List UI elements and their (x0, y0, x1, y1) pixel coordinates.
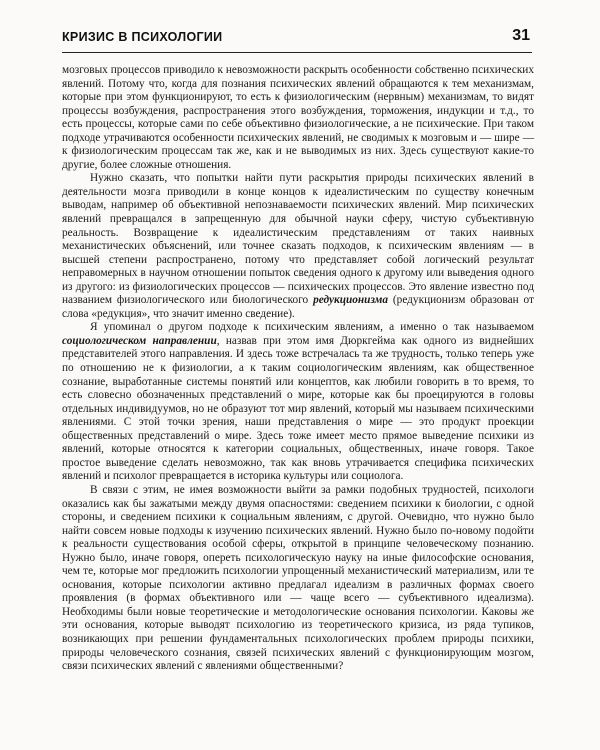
running-title: КРИЗИС В ПСИХОЛОГИИ (62, 30, 223, 44)
paragraph-2 (62, 172, 534, 321)
text-run: Нужно сказать, что попытки найти пути раскрытия природы психических явлений в деятельности мозга приводили в конце концов к идеалистическим по существу конечным выводам, например об объективной непознаваемости психических явлений. Мир психических явлений превращался в запрещенную для обычной науки сферу, чистую субъективную реальность. Возвращение к идеалистическим представлениям от таких наивных механистических объяснений, или точнее сказать подходов, к психическим явлениям — в высшей степени распространено, потому что представляет собой логический результат неправомерных в научном отношении попыток сведения одного к другому или выведения одного из другого: из физиологических процессов — психических процессов. Это явление известно под названием физиологического или биологического (62, 172, 534, 307)
header-rule (62, 52, 532, 53)
paragraph-4 (62, 484, 534, 674)
running-header (62, 28, 530, 50)
paragraph-1 (62, 64, 534, 172)
page-number: 31 (512, 27, 530, 44)
body-text (62, 64, 534, 674)
emphasized-term: редукционизма (313, 294, 388, 307)
text-run: мозговых процессов приводило к невозможности раскрыть особенности собственно психических явлений. Потому что, когда для познания психических явлений обращаются к тем механизмам, которые при этом функционируют, то есть к физиологическим (нервным) механизмам, то видят процессы возбуждения, распространения этого возбуждения, торможения, индукции и т.д., то есть процессы, которые сами по себе объективно физиологические, а не психические. При таком подходе утрачиваются особенности психических явлений, не сводимых к мозговым и — шире — к физиологическим процессам так же, как и не выводимых из них. Здесь существуют какие-то другие, более сложные отношения. (62, 64, 534, 171)
paragraph-3 (62, 321, 534, 484)
emphasized-term: социологическом направлении (62, 334, 217, 347)
text-run: (редукционизм образован от слова «редукция», что значит именно сведение). (62, 294, 534, 320)
text-run: , назвав при этом имя Дюркгейма как одного из виднейших представителей этого направления. И здесь тоже встречалась та же трудность, только теперь уже по отношению не к физиологии, а к таким социологическим явлениям, как общественное сознание, выработанные системы понятий или концептов, как любили говорить в то время, то есть словесно обозначенных представлений о мире, которые как бы проецируются в головы отдельных индивидуумов, но не образуют тот мир явлений, который мы называем психическими явлениями. С этой точки зрения, наши представления о мире — это продукт проекции общественных представлений о мире. Здесь тоже имеет место прямое выведение психики из явлений, которые относятся к категории социальных, общественных, иначе говоря. Такое простое выведение сделать невозможно, так как вновь утрачивается специфика психических явлений и психолог превращается в историка культуры или социолога. (62, 334, 535, 483)
text-run: В связи с этим, не имея возможности выйти за рамки подобных трудностей, психологи оказались как бы зажатыми между двумя опасностями: сведением психики к биологии, с одной стороны, и сведением психики к социальным явлениям, с другой. Очевидно, что нужно было найти совсем новые подходы к изучению психических явлений. Нужно было по-новому подойти к реальности существования особой сферы, открытой в принципе человеческому познанию. Нужно было, иначе говоря, опереть психологическую науку на иные философские основания, чем те, которые мог предложить психологии упрощенный механистический материализм, или те основания, которые психологии активно предлагал идеализм в различных формах своего проявления (в формах объективного или — чаще всего — субъективного идеализма). Необходимы были новые теоретические и методологические основания психологии. Каковы же эти основания, которые выводят психологию из теоретического кризиса, из ряда тупиков, возникающих при решении фундаментальных психологических проблем природы психики, природы человеческого сознания, связей психических явлений с функционирующим мозгом, связи психических явлений с явлениями общественными? (62, 483, 534, 673)
text-run: Я упоминал о другом подходе к психическим явлениям, а именно о так называемом (90, 321, 534, 334)
